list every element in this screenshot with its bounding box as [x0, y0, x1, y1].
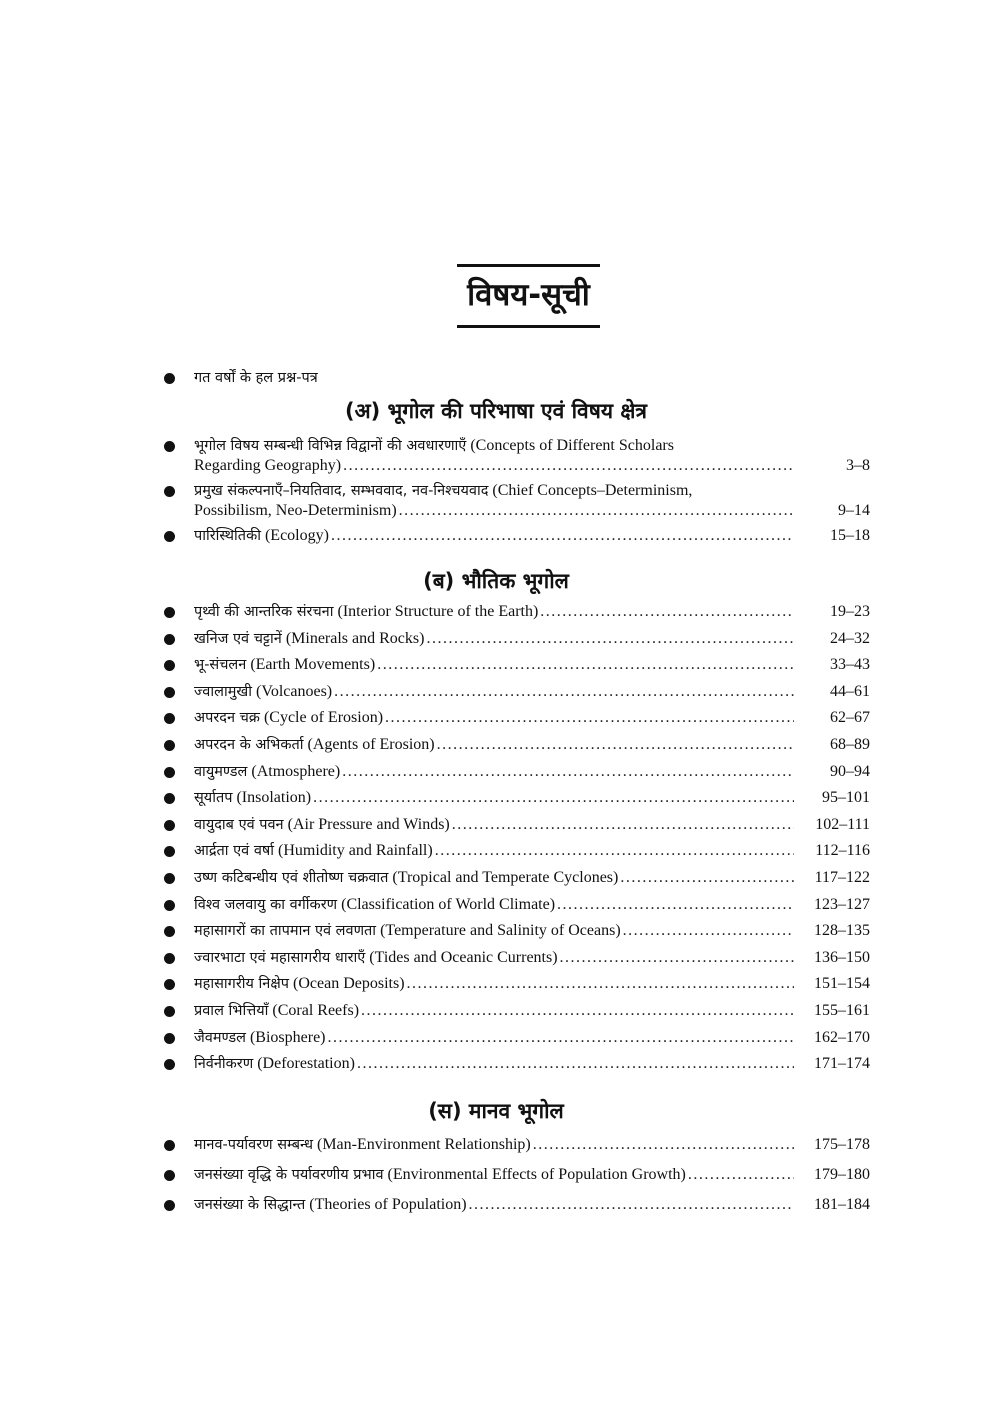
bullet-icon — [164, 634, 175, 645]
page-range: 102–111 — [815, 815, 870, 833]
item-hindi-label: प्रमुख संकल्पनाएँ–नियतिवाद, सम्भववाद, नव-निश्चयवाद — [194, 483, 489, 499]
leader-dots — [620, 868, 794, 888]
item-english-label-cont: Regarding Geography) — [194, 457, 342, 474]
leader-dots — [313, 788, 794, 808]
page-range: 162–170 — [814, 1028, 870, 1046]
item-english-label: (Chief Concepts–Determinism, — [492, 482, 693, 499]
list-item[interactable] — [162, 481, 870, 523]
leader-dots — [623, 921, 794, 941]
leader-dots — [426, 629, 794, 649]
bullet-icon — [164, 373, 175, 384]
leader-dots — [361, 1001, 794, 1021]
leader-dots — [328, 1028, 795, 1048]
bullet-icon — [164, 767, 175, 778]
item-english-label: (Environmental Effects of Population Growth) — [387, 1166, 686, 1183]
bullet-icon — [164, 1033, 175, 1044]
leader-dots — [469, 1195, 794, 1215]
item-english-label: (Insolation) — [236, 789, 312, 807]
bullet-icon — [164, 1200, 175, 1211]
list-item[interactable] — [162, 436, 870, 478]
item-english-label: (Agents of Erosion) — [307, 736, 435, 753]
item-english-label: (Humidity and Rainfall) — [278, 842, 433, 860]
item-english-label: (Man-Environment Relationship) — [316, 1136, 531, 1153]
bullet-icon — [164, 1170, 175, 1181]
bullet-icon — [164, 660, 175, 671]
page-range: 95–101 — [822, 789, 870, 807]
item-hindi-label: वायुदाब एवं पवन — [194, 816, 284, 833]
item-hindi-label: प्रवाल भित्तियाँ — [194, 1003, 269, 1019]
page-range: 9–14 — [838, 502, 870, 519]
bullet-icon — [164, 441, 175, 452]
bullet-icon — [164, 873, 175, 884]
item-english-label: (Volcanoes) — [256, 682, 333, 700]
item-hindi-label: महासागरों का तापमान एवं लवणता — [194, 923, 377, 940]
item-english-label: (Coral Reefs) — [272, 1002, 360, 1019]
bullet-icon — [164, 687, 175, 698]
page-range: 175–178 — [814, 1136, 870, 1153]
leader-dots — [560, 948, 794, 968]
page-range: 24–32 — [830, 629, 870, 647]
item-english-label: (Concepts of Different Scholars — [470, 437, 674, 454]
item-english-label: (Ocean Deposits) — [293, 975, 405, 993]
item-hindi-label: महासागरीय निक्षेप — [194, 976, 289, 993]
page-range: 44–61 — [830, 682, 870, 700]
leader-dots — [452, 815, 794, 835]
page-range: 117–122 — [814, 869, 870, 886]
bullet-icon — [164, 1059, 175, 1070]
page-range: 155–161 — [814, 1002, 870, 1019]
item-english-label: (Biosphere) — [249, 1028, 326, 1046]
bullet-icon — [164, 486, 175, 497]
leader-dots — [334, 682, 794, 702]
item-hindi-label: जनसंख्या वृद्धि के पर्यावरणीय प्रभाव — [194, 1167, 384, 1183]
leader-dots — [342, 762, 794, 782]
item-english-label: (Temperature and Salinity of Oceans) — [380, 922, 621, 940]
item-hindi-label: भू-संचलन — [194, 657, 247, 674]
bullet-icon — [164, 1140, 175, 1151]
item-hindi-label: पृथ्वी की आन्तरिक संरचना — [194, 604, 334, 620]
item-hindi-label: खनिज एवं चट्टानें — [194, 630, 282, 647]
leader-dots — [343, 456, 794, 476]
leader-dots — [331, 526, 794, 546]
item-hindi-label: निर्वनीकरण — [194, 1056, 254, 1073]
item-english-label-cont: Possibilism, Neo-Determinism) — [194, 502, 397, 519]
bullet-icon — [164, 531, 175, 542]
item-english-label: (Minerals and Rocks) — [285, 629, 425, 647]
item-english-label: (Interior Structure of the Earth) — [337, 603, 539, 620]
leader-dots — [407, 974, 794, 994]
leader-dots — [377, 655, 794, 675]
leader-dots — [540, 602, 794, 622]
item-english-label: (Deforestation) — [257, 1055, 355, 1073]
item-hindi-label: मानव-पर्यावरण सम्बन्ध — [194, 1137, 313, 1153]
item-hindi-label: विश्व जलवायु का वर्गीकरण — [194, 896, 338, 913]
item-hindi-label: ज्वारभाटा एवं महासागरीय धाराएँ — [194, 949, 366, 966]
leader-dots — [437, 735, 794, 755]
title-box — [457, 264, 600, 328]
bullet-icon — [164, 607, 175, 618]
item-hindi-label: उष्ण कटिबन्धीय एवं शीतोष्ण चक्रवात — [194, 870, 389, 886]
leader-dots — [357, 1054, 794, 1074]
section-heading-c: (स) मानव भूगोल — [428, 1099, 564, 1123]
page-range: 19–23 — [830, 603, 870, 620]
bullet-icon — [164, 820, 175, 831]
item-hindi-label: ज्वालामुखी — [194, 683, 252, 700]
page-range: 62–67 — [830, 709, 870, 727]
bullet-icon — [164, 926, 175, 937]
page-range: 179–180 — [814, 1166, 870, 1183]
page-range: 3–8 — [846, 457, 870, 474]
item-hindi-label: अपरदन चक्र — [194, 710, 260, 727]
section-heading-a: (अ) भूगोल की परिभाषा एवं विषय क्षेत्र — [344, 399, 648, 423]
page-range: 128–135 — [814, 922, 870, 940]
page-range: 136–150 — [814, 948, 870, 966]
page-range: 90–94 — [830, 762, 870, 780]
leader-dots — [688, 1165, 794, 1185]
item-hindi-label: पारिस्थितिकी — [194, 528, 261, 544]
item-hindi-label: वायुमण्डल — [194, 763, 248, 780]
bullet-icon — [164, 793, 175, 804]
item-hindi-label: गत वर्षों के हल प्रश्न-पत्र — [194, 370, 318, 386]
page-range: 181–184 — [814, 1196, 870, 1213]
leader-dots — [385, 708, 794, 728]
item-english-label: (Tides and Oceanic Currents) — [369, 948, 558, 966]
item-english-label: (Atmosphere) — [251, 762, 341, 780]
item-hindi-label: आर्द्रता एवं वर्षा — [194, 843, 275, 860]
page-title: विषय-सूची — [467, 277, 590, 313]
bullet-icon — [164, 713, 175, 724]
item-english-label: (Theories of Population) — [309, 1196, 467, 1213]
bullet-icon — [164, 953, 175, 964]
item-hindi-label: सूर्यातप — [194, 790, 233, 807]
page-range: 123–127 — [814, 895, 870, 913]
page-range: 15–18 — [830, 527, 870, 544]
item-hindi-label: भूगोल विषय सम्बन्धी विभिन्न विद्वानों की अवधारणाएँ — [194, 438, 467, 454]
item-english-label: (Air Pressure and Winds) — [287, 815, 450, 833]
page-range: 33–43 — [830, 656, 870, 674]
item-hindi-label: अपरदन के अभिकर्ता — [194, 737, 304, 753]
page-range: 112–116 — [815, 842, 870, 860]
item-english-label: (Classification of World Climate) — [341, 895, 556, 913]
bullet-icon — [164, 740, 175, 751]
bullet-icon — [164, 846, 175, 857]
item-hindi-label: जैवमण्डल — [194, 1029, 246, 1046]
item-english-label: (Tropical and Temperate Cyclones) — [392, 869, 619, 886]
leader-dots — [533, 1135, 794, 1155]
leader-dots — [435, 841, 794, 861]
leader-dots — [557, 895, 794, 915]
item-english-label: (Cycle of Erosion) — [263, 709, 384, 727]
item-hindi-label: जनसंख्या के सिद्धान्त — [194, 1197, 306, 1213]
item-english-label: (Earth Movements) — [250, 656, 376, 674]
leader-dots — [399, 501, 794, 521]
page-range: 151–154 — [814, 975, 870, 993]
bullet-icon — [164, 979, 175, 990]
bullet-icon — [164, 900, 175, 911]
item-english-label: (Ecology) — [264, 527, 329, 544]
page-range: 171–174 — [814, 1055, 870, 1073]
bullet-icon — [164, 1006, 175, 1017]
page-range: 68–89 — [830, 736, 870, 753]
section-heading-b: (ब) भौतिक भूगोल — [423, 569, 569, 593]
